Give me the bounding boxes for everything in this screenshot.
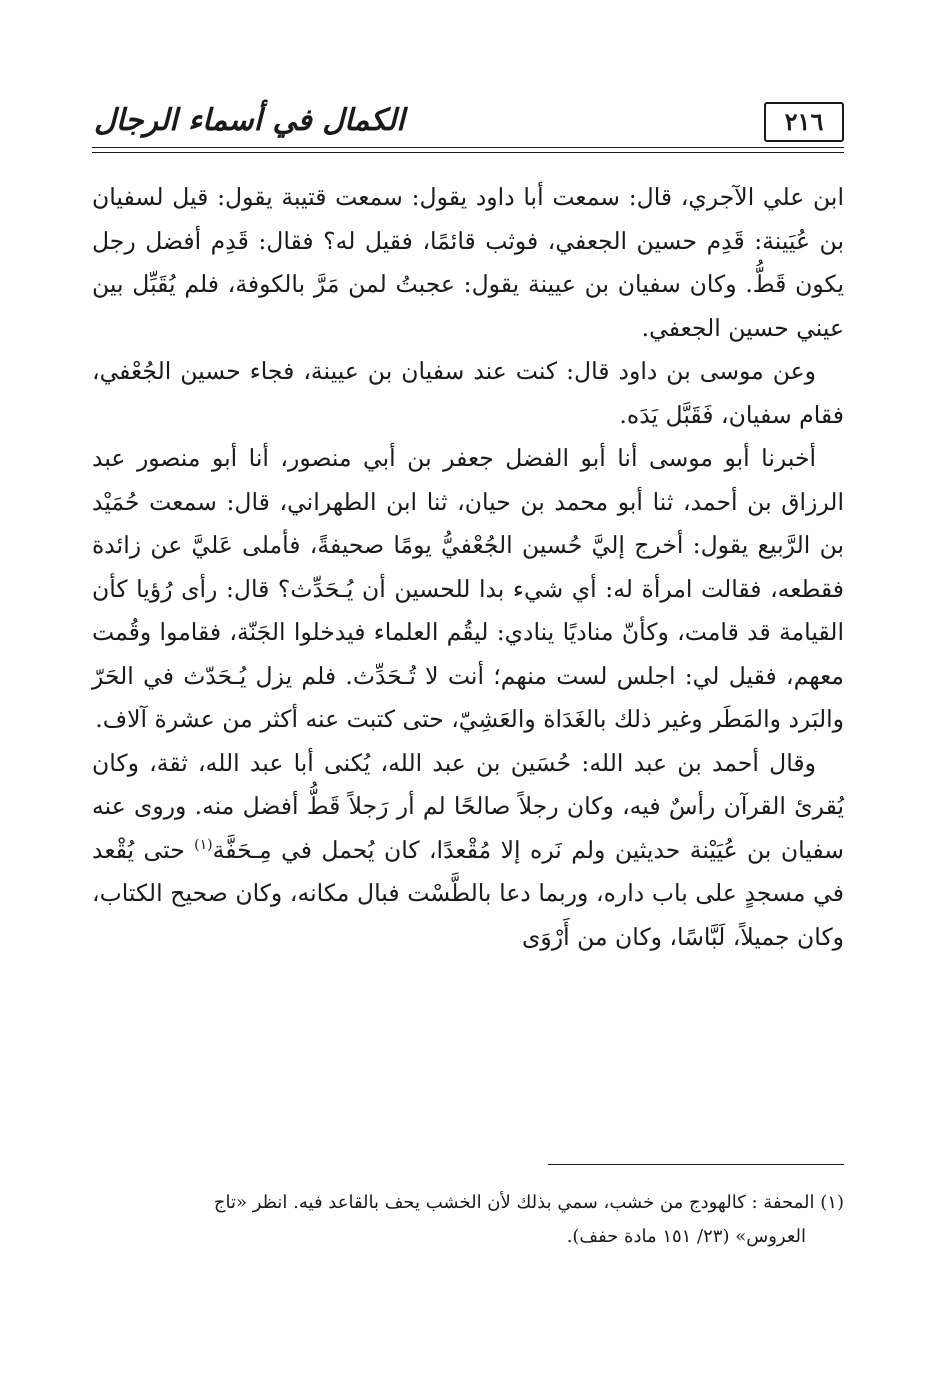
page-number: ٢١٦ bbox=[764, 102, 844, 142]
footnote-reference[interactable]: (١) bbox=[194, 836, 213, 853]
footnote-line-1: (١) المحفة : كالهودج من خشب، سمي بذلك لأن الخشب يحف بالقاعد فيه. انظر «تاج bbox=[213, 1192, 844, 1213]
paragraph-3: أخبرنا أبو موسى أنا أبو الفضل جعفر بن أبي منصور، أنا أبو منصور عبد الرزاق بن أحمد، ثنا أبو محمد بن حيان، ثنا ابن الطهراني، قال: سمعت حُمَيْد بن الرَّبيع يقول: أخرج إليَّ حُسين الجُعْفيُّ يومًا صحيفةً، فأملى عَليَّ عن زائدة فقطعه، فقالت امرأة له: أي شيء بدا للحسين أن يُـحَدِّث؟ قال: رأى رُؤيا كأن القيامة قد قامت، وكأنّ مناديًا ينادي: ليقُم العلماء فيدخلوا الجَنّة، فقاموا وقُمت معهم، فقيل لي: اجلس لست منهم؛ أنت لا تُـحَدِّث. فلم يزل يُـحَدّث في الحَرّ والبَرد والمَطَر وغير ذلك بالغَدَاة والعَشِيّ، حتى كتبت عنه أكثر من عشرة آلاف. bbox=[92, 444, 844, 733]
header-rule bbox=[92, 147, 844, 148]
footnote-line-2: العروس» (٢٣/ ١٥١ مادة حفف). bbox=[566, 1226, 806, 1247]
paragraph-1: ابن علي الآجري، قال: سمعت أبا داود يقول: سمعت قتيبة يقول: قيل لسفيان بن عُيَينة: قَدِم حسين الجعفي، فوثب قائمًا، فقيل له؟ فقال: قَدِم أفضل رجل يكون قَطُّ. وكان سفيان بن عيينة يقول: عجبتُ لمن مَرَّ بالكوفة، فلم يُقَبِّل بين عيني حسين الجعفي. bbox=[92, 183, 844, 342]
paragraph-4 bbox=[92, 742, 844, 960]
page-header bbox=[92, 98, 844, 156]
paragraph-2: وعن موسى بن داود قال: كنت عند سفيان بن عيينة، فجاء حسين الجُعْفي، فقام سفيان، فَقَبَّل يَدَه. bbox=[92, 357, 844, 429]
header-rule-secondary bbox=[92, 152, 844, 153]
footnote bbox=[92, 1186, 844, 1254]
paragraph-4-text: وقال أحمد بن عبد الله: حُسَين بن عبد الله، يُكنى أبا عبد الله، ثقة، وكان يُقرئ القرآن رأسٌ فيه، وكان رجلاً صالحًا لم أر رَجلاً قَطُّ أفضل منه. وروى عنه سفيان بن عُيَيْنة حديثين ولم نَره إلا مُقْعدًا، كان يُحمل في مِـحَفَّة bbox=[92, 748, 844, 864]
running-title: الكمال في أسماء الرجال bbox=[94, 103, 405, 138]
paragraph-4-continuation: حتى يُقْعد في مسجدٍ على باب داره، وربما دعا بالطَّسْت فبال مكانه، وكان صحيح الكتاب، وكان جميلاً، لَبَّاسًا، وكان من أَرْوَى bbox=[92, 835, 844, 951]
main-text bbox=[92, 176, 844, 959]
footnote-separator bbox=[548, 1164, 844, 1165]
